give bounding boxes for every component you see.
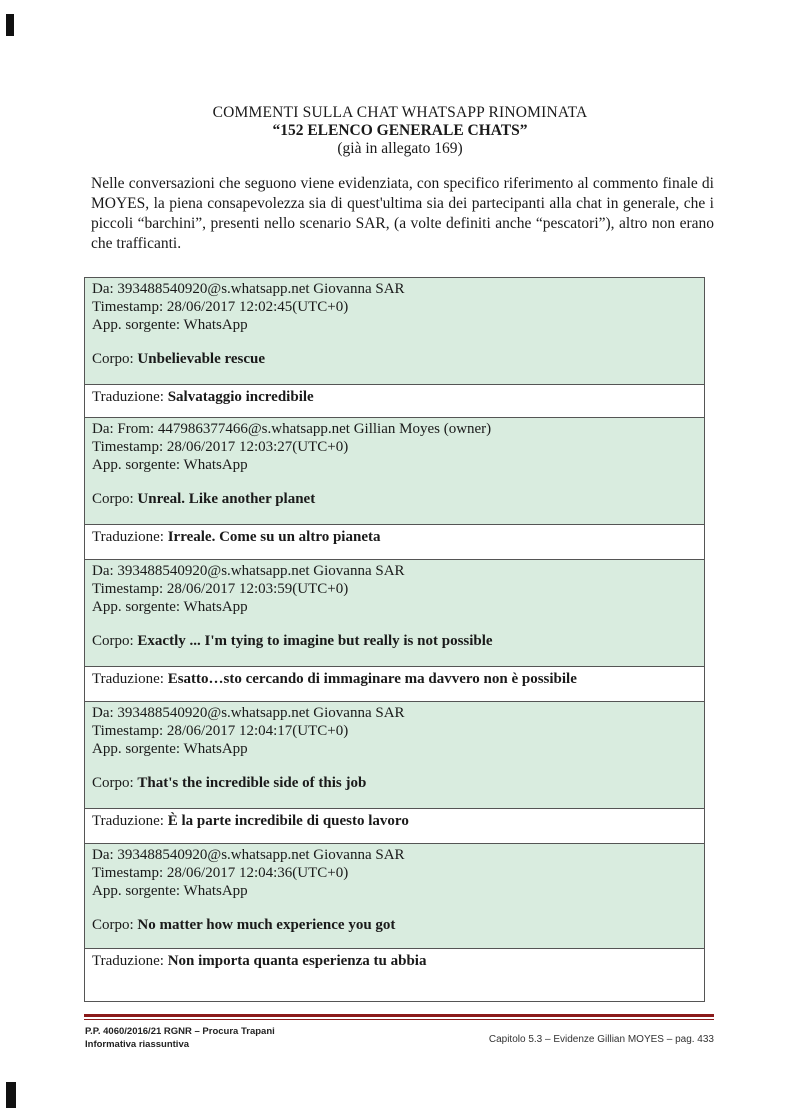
message-translation: Traduzione: Esatto…sto cercando di immaginare ma davvero non è possibile: [85, 666, 704, 702]
chat-table: [84, 277, 705, 1002]
message-sender: Da: 393488540920@s.whatsapp.net Giovanna SAR: [92, 705, 405, 721]
message-translation: Traduzione: Non importa quanta esperienza tu abbia: [85, 948, 704, 1001]
message-timestamp: Timestamp: 28/06/2017 12:02:45(UTC+0): [92, 299, 349, 315]
message-header: [85, 844, 704, 948]
title-line-2: “152 ELENCO GENERALE CHATS”: [272, 122, 528, 139]
message-translation: Traduzione: Salvataggio incredibile: [85, 384, 704, 418]
message-sender: Da: 393488540920@s.whatsapp.net Giovanna SAR: [92, 281, 405, 297]
message-app: App. sorgente: WhatsApp: [92, 317, 248, 333]
message-header: [85, 278, 704, 384]
message-header: [85, 560, 704, 666]
title-line-3: (già in allegato 169): [337, 140, 463, 157]
footer-page-info: Capitolo 5.3 – Evidenze Gillian MOYES – pag. 433: [488, 1034, 714, 1045]
message-timestamp: Timestamp: 28/06/2017 12:04:17(UTC+0): [92, 723, 349, 739]
footer-report-type: Informativa riassuntiva: [85, 1039, 190, 1050]
message-body: Corpo: No matter how much experience you got: [92, 917, 396, 933]
message-body: Corpo: That's the incredible side of this job: [92, 775, 367, 791]
message-sender: Da: From: 447986377466@s.whatsapp.net Gillian Moyes (owner): [92, 421, 492, 437]
message-timestamp: Timestamp: 28/06/2017 12:03:27(UTC+0): [92, 439, 349, 455]
message-header: [85, 418, 704, 524]
message-app: App. sorgente: WhatsApp: [92, 599, 248, 615]
footer-rule-thin: [84, 1019, 714, 1020]
intro-paragraph: Nelle conversazioni che seguono viene evidenziata, con specifico riferimento al commento finale di MOYES, la piena consapevolezza sia di quest'ultima sia dei partecipanti alla chat in generale, che i piccoli “barchini”, presenti nello scenario SAR, (a volte definiti anche “pescatori”), altro non erano che trafficanti.: [91, 175, 714, 252]
message-body: Corpo: Unbelievable rescue: [92, 351, 266, 367]
title-line-1: COMMENTI SULLA CHAT WHATSAPP RINOMINATA: [212, 104, 588, 121]
message-sender: Da: 393488540920@s.whatsapp.net Giovanna SAR: [92, 563, 405, 579]
message-app: App. sorgente: WhatsApp: [92, 883, 248, 899]
message-timestamp: Timestamp: 28/06/2017 12:03:59(UTC+0): [92, 581, 349, 597]
message-body: Corpo: Unreal. Like another planet: [92, 491, 316, 507]
footer-rule: [84, 1014, 714, 1017]
message-sender: Da: 393488540920@s.whatsapp.net Giovanna SAR: [92, 847, 405, 863]
footer-case-reference: P.P. 4060/2016/21 RGNR – Procura Trapani: [85, 1026, 275, 1037]
scan-edge-mark: [6, 14, 14, 36]
message-app: App. sorgente: WhatsApp: [92, 741, 248, 757]
message-timestamp: Timestamp: 28/06/2017 12:04:36(UTC+0): [92, 865, 349, 881]
message-header: [85, 702, 704, 808]
message-translation: Traduzione: Irreale. Come su un altro pianeta: [85, 524, 704, 560]
scan-edge-mark: [6, 1082, 16, 1108]
message-body: Corpo: Exactly ... I'm tying to imagine but really is not possible: [92, 633, 493, 649]
message-app: App. sorgente: WhatsApp: [92, 457, 248, 473]
message-translation: Traduzione: È la parte incredibile di questo lavoro: [85, 808, 704, 844]
